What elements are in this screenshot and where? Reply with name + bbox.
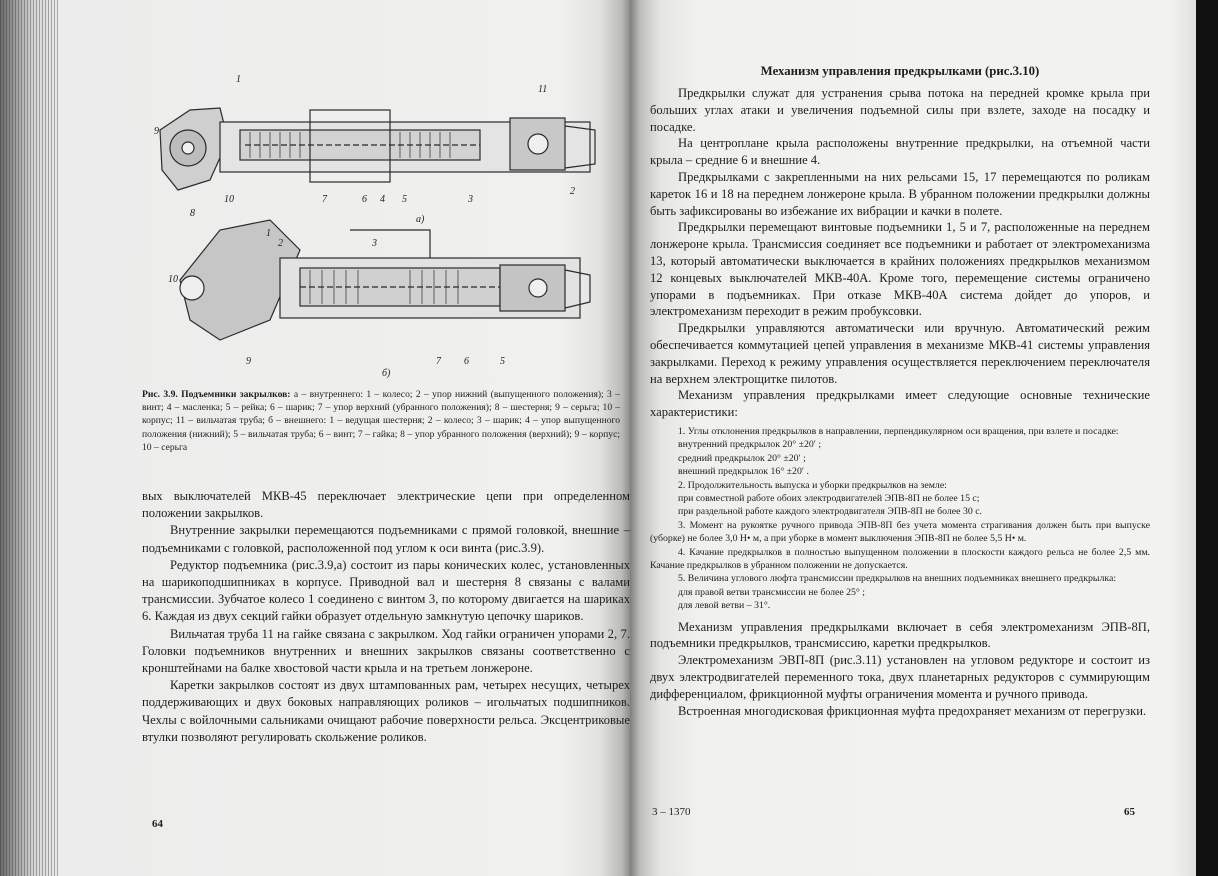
figure-caption <box>142 388 620 454</box>
section-heading: Механизм управления предкрылками (рис.3.10) <box>760 64 1040 78</box>
paragraph: Механизм управления предкрылками включает в себя электромеханизм ЭПВ-8П, подъемники предкрылков, трансмиссию, каретки предкрылков. <box>650 619 1150 651</box>
left-body-text <box>142 488 630 746</box>
figure-label: 4 <box>380 194 385 205</box>
paragraph: Предкрылки служат для устранения срыва потока на передней кромке крыла при больших углах атаки и увеличения подъемной силы при взлете, заходе на посадку и посадке. <box>650 86 1150 134</box>
spec-subitem: при раздельной работе каждого электродвигателя ЭПВ-8П не более 30 с. <box>678 506 982 518</box>
figure-label: 7 <box>436 356 441 367</box>
page-number: 64 <box>152 818 163 830</box>
figure-label: 1 <box>266 228 271 239</box>
paragraph: Предкрылками с закрепленными на них рельсами 15, 17 перемещаются по роликам кареток 16 и 18 на переднем лонжероне крыла. В убранном положении предкрылки должны быть зафиксированы во избежание их вибрации и качки в полете. <box>650 169 1150 218</box>
caption-body: а – внутреннего: 1 – колесо; 2 – упор нижний (выпущенного положения); 3 – винт; 4 – масленка; 5 – рейка; 6 – шарик; 7 – упор верхний (убранного положения); 8 – шестерня; 9 – серьга; 10 – корпус; 11 – вильчатая труба; б – внешнего: 1 – ведущая шестерня; 2 – колесо; 3 – шарик; 4 – упор выпущенного положения (нижний); 5 – вильчатая труба; 6 – винт; 7 – гайка; 8 – упор убранного положения (верхний); 9 – корпус; 10 – серьга <box>142 389 620 453</box>
page-edge <box>1196 0 1218 876</box>
right-page <box>630 0 1218 876</box>
spec-subitem: при совместной работе обоих электродвигателей ЭПВ-8П не более 15 с; <box>678 492 980 504</box>
paragraph: Электромеханизм ЭВП-8П (рис.3.11) установлен на угловом редукторе и состоит из двух электродвигателей переменного тока, двух планетарных редукторов с суммирующим дифференциалом, фрикционной муфты ограничения момента и ручного привода. <box>650 653 1150 701</box>
figure-label: 3 <box>372 238 377 249</box>
paragraph: Механизм управления предкрылками имеет следующие основные технические характеристики: <box>650 388 1150 420</box>
figure-label: 1 <box>236 74 241 85</box>
figure-label: 10 <box>168 274 178 285</box>
caption-title: Рис. 3.9. Подъемники закрылков: <box>142 389 291 400</box>
paragraph: Каретки закрылков состоят из двух штампованных рам, четырех несущих, четырех поддерживающих и двух боковых направляющих роликов – игольчатых подшипников. Чехлы с войлочными сальниками очищают рабочие поверхности рельса. Эксцентриковые втулки позволяют регулировать скольжение роликов. <box>142 678 630 744</box>
spec-subitem: внутренний предкрылок 20° ±20′ ; <box>678 439 822 451</box>
figure-label: 8 <box>190 208 195 219</box>
figure-label: 9 <box>246 356 251 367</box>
spec-item: 5. Величина углового люфта трансмиссии предкрылков на внешних подъемниках внешнего предкрылка: <box>678 573 1117 585</box>
figure-label: 3 <box>468 194 473 205</box>
right-body-text <box>650 64 1150 719</box>
paragraph: На центроплане крыла расположены внутренние предкрылки, на отъемной части крыла – средние 6 и внешние 4. <box>650 136 1150 168</box>
signature-mark: 3 – 1370 <box>652 806 691 818</box>
paragraph: вых выключателей МКВ-45 переключает электрические цепи при определенном положении закрылков. <box>142 489 630 521</box>
figure-label: 10 <box>224 194 234 205</box>
spec-item: 4. Качание предкрылков в полностью выпущенном положении в плоскости каждого рельса не более 2,5 мм. Качание предкрылков в убранном положении не допускается. <box>650 546 1150 571</box>
figure-label: 2 <box>278 238 283 249</box>
spec-item: 1. Углы отклонения предкрылков в направлении, перпендикулярном оси вращения, при взлете и посадке: <box>678 425 1119 437</box>
figure-label: 7 <box>322 194 327 205</box>
figure-label: 5 <box>500 356 505 367</box>
figure-label: 5 <box>402 194 407 205</box>
paragraph: Внутренние закрылки перемещаются подъемниками с прямой головкой, внешние – подъемниками с головкой, расположенной под углом к оси винта (рис.3.9). <box>142 523 630 555</box>
paragraph: Встроенная многодисковая фрикционная муфта предохраняет механизм от перегрузки. <box>678 703 1147 718</box>
figure-label: 2 <box>570 186 575 197</box>
paragraph: Предкрылки управляются автоматически или вручную. Автоматический режим обеспечивается коммутацией цепей управления в механизме МКВ-41 системы управления закрылками. Переход к режиму управления осуществляется переключением переключателя на верхнем электрощитке пилотов. <box>650 321 1150 386</box>
paragraph: Предкрылки перемещают винтовые подъемники 1, 5 и 7, расположенные на переднем лонжероне крыла. Трансмиссия соединяет все подъемники и работает от электромеханизма 13, который автоматически выключается в крайних положениях предкрылков механизмом 12 концевых выключателей МКВ-40А. Кроме того, перемещение системы ограничено упорами в подъемниках. При отказе МКВ-40А система дойдет до упоров, и электромеханизм переходит в режим пробуксовки. <box>650 220 1150 319</box>
figure-label: б) <box>382 368 391 379</box>
figure-label: 9 <box>154 126 159 137</box>
figure-label: 11 <box>538 84 548 95</box>
binding-edge <box>0 0 60 876</box>
spec-subitem: для правой ветви трансмиссии не более 25° ; <box>678 586 866 598</box>
spec-subitem: внешний предкрылок 16° ±20′ . <box>678 466 809 478</box>
spec-item: 2. Продолжительность выпуска и уборки предкрылков на земле: <box>678 479 947 491</box>
figure-label: а) <box>416 214 425 225</box>
spec-subitem: для левой ветви – 31°. <box>678 600 771 612</box>
page-number: 65 <box>1124 806 1135 818</box>
spec-item: 3. Момент на рукоятке ручного привода ЭПВ-8П без учета момента страгивания должен быть при выпуске (уборке) не более 3,0 Н• м, а при уборке в момент выключения ЭПВ-8П не более 5,5 Н• м. <box>650 519 1150 545</box>
figure-label: 6 <box>362 194 367 205</box>
paragraph: Редуктор подъемника (рис.3.9,а) состоит из пары конических колес, установленных на шарикоподшипниках в корпусе. Приводной вал и шестерня 8 связаны с валами трансмиссии. Зубчатое колесо 1 соединено с винтом 3, по которому двигается на шариках 6. Каждая из двух секций гайки образует отдельную замкнутую цепочку шариков. <box>142 557 630 624</box>
lifter-drawing <box>150 70 620 385</box>
paragraph: Вильчатая труба 11 на гайке связана с закрылком. Ход гайки ограничен упорами 2, 7. Головки подъемников внутренних и внешних закрылков связаны соответственно с кронштейнами на балке хвостовой части крыла и на третьем лонжероне. <box>142 626 630 676</box>
figure-label: 6 <box>464 356 469 367</box>
spec-subitem: средний предкрылок 20° ±20′ ; <box>678 452 806 464</box>
